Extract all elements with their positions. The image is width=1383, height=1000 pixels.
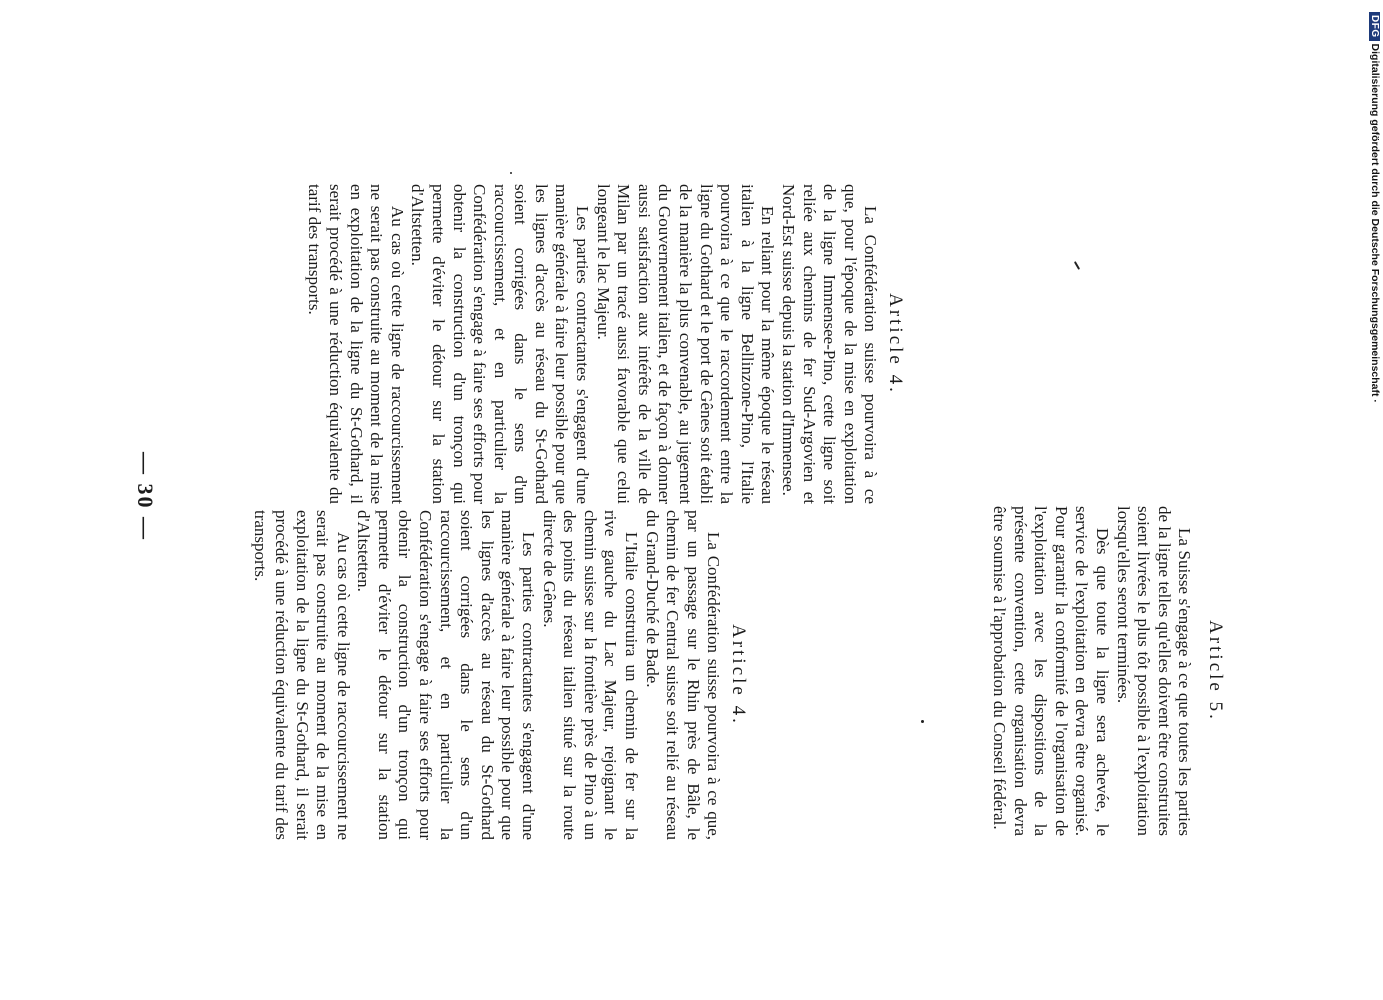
- article-heading: Article 4.: [728, 624, 749, 726]
- paragraph: Les parties contractantes s'engagent d'une manière générale à faire leur possible pour que les lignes d'accès au réseau du St-Gothard soient corrigées dans le sens d'un raccourcissement, et en particulier la Confédération s'engage à faire ses efforts pour obtenir la construction d'un tronçon qui permette d'éviter le détour sur la station d'Altstetten.: [354, 510, 539, 840]
- column-right-article-4: [304, 184, 905, 504]
- article-heading: Article 4.: [885, 293, 906, 395]
- paragraph: L'Italie construira un chemin de fer sur la rive gauche du Lac Majeur, rejoignant le chemin suisse sur la frontière près de Pino à un des points du réseau italien situé sur la route directe de Gênes.: [539, 510, 642, 840]
- digitization-credit: [1369, 8, 1381, 403]
- scan-speck: [510, 172, 512, 174]
- paragraph: Au cas où cette ligne de raccourcissement ne serait pas construite au moment de la mise en exploitation de la ligne du St-Gothard, il serait procédé à une réduction équivalente du tarif des transports.: [251, 510, 353, 840]
- scan-speck: [1074, 261, 1080, 270]
- column-left-article-4: [250, 510, 748, 840]
- paragraph: La Confédération suisse pourvoira à ce que, pour l'époque de la mise en exploitation de la ligne Immensee-Pino, cette ligne soit reliée aux chemins de fer Sud-Argovien et Nord-Est suisse depuis la station d'Immensee.: [779, 184, 881, 504]
- paragraph: La Confédération suisse pourvoira à ce que, par un passage sur le Rhin près de Bâle, le chemin de fer Central suisse soit relié au réseau du Grand-Duché de Bade.: [642, 510, 724, 840]
- paragraph: Au cas où cette ligne de raccourcissement ne serait pas construite au moment de la mise en exploitation de la ligne du St-Gothard, il serait procédé à une réduction équivalente du tarif des transports.: [305, 184, 407, 504]
- article-heading: Article 5.: [1205, 620, 1226, 722]
- paragraph: En reliant pour la même époque le réseau italien à la ligne Bellinzone-Pino, l'Italie pourvoira à ce que le raccordement entre la ligne du Gothard et le port de Gênes soit établi de la manière la plus convenable, au jugement du Gouvernement italien, et de façon à donner aussi satisfaction aux intérêts de la ville de Milan par un tracé aussi favorable que celui longeant le lac Majeur.: [593, 184, 778, 504]
- scan-speck: [921, 720, 924, 723]
- credit-text: Digitalisierung gefördert durch die Deutsche Forschungsgemeinschaft ·: [1369, 43, 1381, 403]
- paragraph: La Suisse s'engage à ce que toutes les parties de la ligne telles qu'elles doivent être construites soient livrées le plus tôt possible à l'exploitation lorsqu'elles seront terminées.: [1113, 506, 1195, 836]
- paragraph: Les parties contractantes s'engagent d'une manière générale à faire leur possible pour que les lignes d'accès au réseau du St-Gothard soient corrigées dans le sens d'un raccourcissement, et en particulier la Confédération s'engage à faire ses efforts pour obtenir la construction d'un tronçon qui permette d'éviter le détour sur la station d'Altstetten.: [408, 184, 593, 504]
- page-number: — 30 —: [133, 452, 158, 541]
- paragraph: Dès que toute la ligne sera achevée, le service de l'exploitation en devra être organisé. Pour garantir la conformité de l'organisation de l'exploitation avec les dispositions de la présente convention, cette organisation devra être soumise à l'approbation du Conseil fédéral.: [990, 506, 1113, 836]
- column-left-article-5: [988, 506, 1225, 836]
- dfg-logo: DFG: [1369, 12, 1380, 41]
